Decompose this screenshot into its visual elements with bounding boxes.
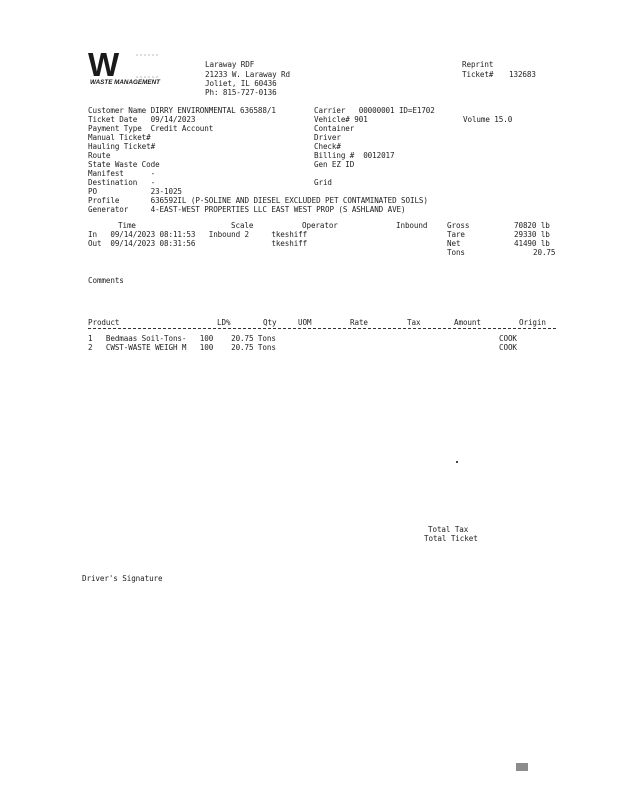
- logo-mark: W: [88, 46, 114, 83]
- weights-header-operator: Operator: [302, 221, 338, 230]
- manual-ticket-field: Manual Ticket#: [88, 133, 151, 142]
- logo-tagline: WASTE MANAGEMENT: [90, 79, 160, 86]
- total-ticket-label: Total Ticket: [424, 534, 478, 543]
- corner-stamp: [516, 763, 528, 771]
- table-rule: [88, 328, 556, 329]
- driver-signature-label: Driver's Signature: [82, 574, 163, 583]
- gross-label: Gross: [447, 221, 470, 230]
- weights-header-time: Time: [118, 221, 136, 230]
- destination-field: Destination -: [88, 178, 156, 187]
- vehicle-field: Vehicle# 901: [314, 115, 368, 124]
- state-waste-code-field: State Waste Code: [88, 160, 160, 169]
- product-row: 1 Bedmaas Soil-Tons- 100 20.75 Tons: [88, 334, 276, 343]
- volume-field: Volume 15.0: [463, 115, 513, 124]
- site-address: 21233 W. Laraway Rd: [205, 70, 290, 79]
- weights-header-scale: Scale: [231, 221, 254, 230]
- net-value: 41490 lb: [514, 239, 550, 248]
- product-row-origin: COOK: [499, 334, 517, 343]
- container-field: Container: [314, 124, 355, 133]
- logo-decoration: [136, 54, 158, 78]
- customer-name-field: Customer Name DIRRY ENVIRONMENTAL 636588/1: [88, 106, 276, 115]
- billing-field: Billing # 0012017: [314, 151, 395, 160]
- comments-label: Comments: [88, 276, 124, 285]
- reprint-label: Reprint: [462, 60, 494, 69]
- rate-header: Rate: [350, 318, 368, 327]
- hauling-ticket-field: Hauling Ticket#: [88, 142, 156, 151]
- gen-ez-id-field: Gen EZ ID: [314, 160, 355, 169]
- weigh-out-row: Out 09/14/2023 08:31:56 tkeshiff: [88, 239, 308, 248]
- product-row: 2 CWST-WASTE WEIGH M 100 20.75 Tons: [88, 343, 276, 352]
- ld-header: LD%: [217, 318, 231, 327]
- gross-value: 70820 lb: [514, 221, 550, 230]
- total-tax-label: Total Tax: [428, 525, 469, 534]
- manifest-field: Manifest -: [88, 169, 156, 178]
- weights-header-inbound: Inbound: [396, 221, 428, 230]
- weigh-in-row: In 09/14/2023 08:11:53 Inbound 2 tkeshiff: [88, 230, 308, 239]
- net-label: Net: [447, 239, 461, 248]
- product-header: Product: [88, 318, 120, 327]
- ticket-number: 132683: [509, 70, 536, 79]
- qty-header: Qty: [263, 318, 277, 327]
- po-field: PO 23-1025: [88, 187, 182, 196]
- scan-speck: [456, 461, 458, 463]
- tare-label: Tare: [447, 230, 465, 239]
- amount-header: Amount: [454, 318, 481, 327]
- check-field: Check#: [314, 142, 341, 151]
- driver-field: Driver: [314, 133, 341, 142]
- tare-value: 29330 lb: [514, 230, 550, 239]
- generator-field: Generator 4-EAST-WEST PROPERTIES LLC EAST WEST PROP (S ASHLAND AVE): [88, 205, 406, 214]
- site-name: Laraway RDF: [205, 60, 255, 69]
- grid-field: Grid: [314, 178, 332, 187]
- product-row-origin: COOK: [499, 343, 517, 352]
- tons-label: Tons: [447, 248, 465, 257]
- site-phone: Ph: 815-727-0136: [205, 88, 277, 97]
- profile-field: Profile 636592IL (P-SOLINE AND DIESEL EXCLUDED PET CONTAMINATED SOILS): [88, 196, 428, 205]
- waste-management-logo: [88, 46, 163, 90]
- uom-header: UOM: [298, 318, 312, 327]
- origin-header: Origin: [519, 318, 546, 327]
- payment-type-field: Payment Type Credit Account: [88, 124, 214, 133]
- ticket-number-label: Ticket#: [462, 70, 494, 79]
- site-city: Joliet, IL 60436: [205, 79, 277, 88]
- tax-header: Tax: [407, 318, 421, 327]
- carrier-field: Carrier 00000001 ID=E1702: [314, 106, 435, 115]
- route-field: Route: [88, 151, 111, 160]
- ticket-date-field: Ticket Date 09/14/2023: [88, 115, 196, 124]
- tons-value: 20.75: [533, 248, 556, 257]
